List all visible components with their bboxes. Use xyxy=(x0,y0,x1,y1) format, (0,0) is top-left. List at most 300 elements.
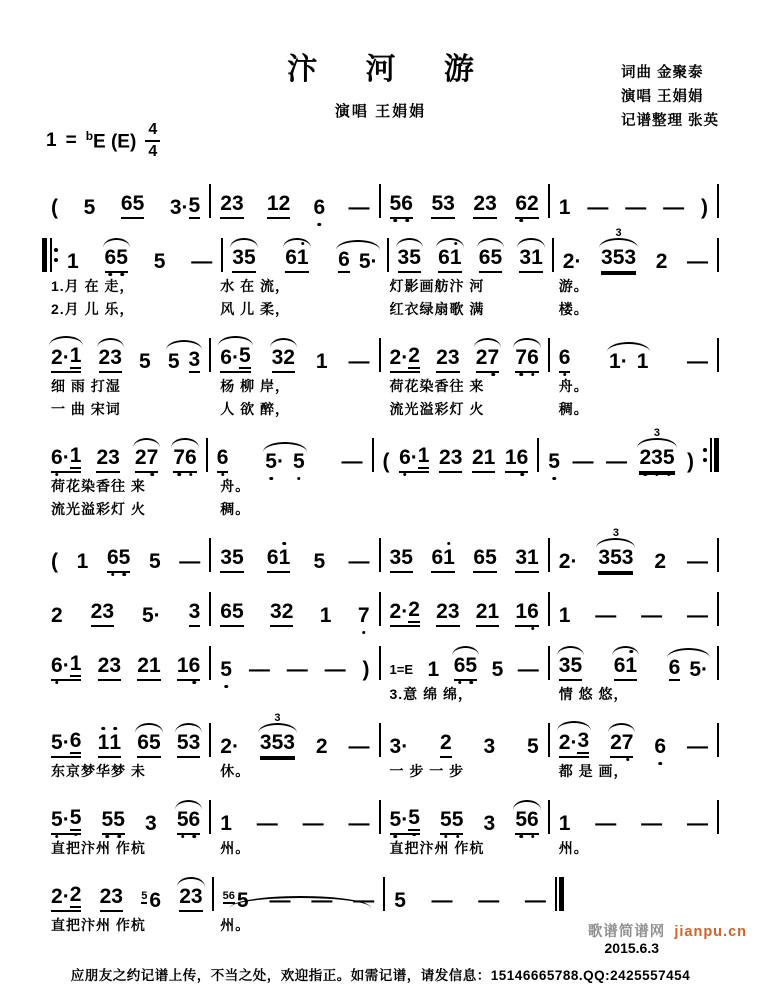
note-group: 6 xyxy=(313,195,326,219)
measure xyxy=(381,807,548,835)
note-group: 3 xyxy=(483,811,496,835)
note-group: 2 1 xyxy=(476,601,499,627)
note-group: — xyxy=(191,249,213,273)
lyric-cell: 直把汴州 作杭 xyxy=(51,917,146,933)
measure xyxy=(211,345,378,373)
note-group: 5 xyxy=(527,734,539,758)
note-group: 3 5 xyxy=(390,547,413,573)
note-group: 5 · 6 xyxy=(51,730,81,758)
measure xyxy=(42,884,212,912)
measure xyxy=(211,659,378,681)
measure xyxy=(381,599,548,627)
note-group: — xyxy=(348,549,370,573)
lyrics-row xyxy=(42,499,719,519)
note-group: 3 5 xyxy=(559,655,582,681)
note-group: 6 5 xyxy=(137,732,160,758)
watermark-site: 歌谱简谱网 xyxy=(587,924,666,940)
barline-single xyxy=(717,646,719,680)
note-group: 6 · 5 xyxy=(220,345,250,373)
measure xyxy=(223,247,386,273)
barline-final xyxy=(555,877,565,911)
note-group: 2 xyxy=(655,249,668,273)
measure xyxy=(42,730,209,758)
score-line-block xyxy=(42,226,719,319)
measure xyxy=(550,730,717,758)
note-group: — xyxy=(311,888,333,912)
note-group: — xyxy=(431,888,453,912)
barline-single xyxy=(717,538,719,572)
lyric-cell: 州。 xyxy=(220,840,251,856)
measure xyxy=(211,193,378,219)
note-group: 1 1 xyxy=(98,732,121,758)
lyric-cell: 东京梦华梦 未 xyxy=(51,763,146,779)
note-group: 6 5 xyxy=(121,193,144,219)
note-group: 2 · 2 xyxy=(390,599,420,627)
note-group: 6 1 xyxy=(431,547,454,573)
score-line-block xyxy=(42,172,719,219)
measure xyxy=(42,807,209,835)
note-group: 1 xyxy=(427,657,440,681)
note-group: 3 xyxy=(189,601,201,627)
note-group: — xyxy=(587,195,609,219)
measure xyxy=(550,813,717,835)
note-group: 5 6 xyxy=(141,888,161,912)
note-group: 2 · xyxy=(220,734,239,758)
lyric-cell: 一 步 一 步 xyxy=(389,763,465,779)
note-group: 5 5 xyxy=(102,809,125,835)
triplet-mark: 3 xyxy=(612,526,619,539)
note-group: — xyxy=(686,811,708,835)
lyric-cell: 风 儿 柔， xyxy=(220,301,291,317)
lyric-cell: 舟。 xyxy=(220,478,251,494)
note-group: 3 3 5 3 xyxy=(598,547,633,573)
lyric-cell xyxy=(550,499,719,519)
score-line xyxy=(42,580,719,627)
note-group: 2 · 3 xyxy=(559,730,589,758)
lyric-cell xyxy=(42,684,211,704)
note-group: 1 xyxy=(67,249,79,273)
lyric-cell: 人 欲 醉， xyxy=(220,401,291,417)
note-group: — xyxy=(687,349,708,373)
score-text: ( xyxy=(382,449,390,473)
note-group: 5 3 xyxy=(177,732,200,758)
note-group: 1 xyxy=(319,603,332,627)
measure xyxy=(550,526,717,573)
score-line xyxy=(42,426,719,473)
lyric-cell: 游。 xyxy=(558,278,589,294)
score-text: ) xyxy=(362,657,370,681)
note-group: — xyxy=(286,657,308,681)
key-num: 1 xyxy=(46,130,57,151)
credit-transcriber: 记谱整理 张英 xyxy=(620,112,719,129)
note-group: 3 xyxy=(145,811,157,835)
lyric-cell: 杨 柳 岸， xyxy=(220,378,291,394)
note-group: 5 xyxy=(139,349,151,373)
measure xyxy=(550,347,717,373)
lyrics-row xyxy=(42,299,719,319)
note-group: 3 2 xyxy=(270,601,293,627)
score-line-block xyxy=(42,711,719,781)
note-group: 2 3 xyxy=(473,193,496,219)
note-group: 3 5 xyxy=(232,247,255,273)
note-group: 5 xyxy=(548,449,560,473)
score-line-block xyxy=(42,788,719,858)
note-group: 6 5 xyxy=(473,547,496,573)
note-group: — xyxy=(641,603,663,627)
note-group: 2 3 xyxy=(179,886,202,912)
triplet-mark: 3 xyxy=(653,426,661,439)
lyric-cell: 2.月 儿 乐， xyxy=(51,301,135,317)
lyric-cell xyxy=(381,476,550,496)
score-line xyxy=(42,526,719,573)
note-group: 1 2 xyxy=(267,193,290,219)
note-group: 2 1 xyxy=(137,655,160,681)
note-group: — xyxy=(524,888,546,912)
note-group: 5 xyxy=(83,195,96,219)
lyric-cell: 灯影画舫汴 河 xyxy=(389,278,485,294)
note-group: — xyxy=(348,195,370,219)
note-group: 7 6 xyxy=(515,347,538,373)
score-line-block xyxy=(42,426,719,519)
grace-notes: 5 xyxy=(141,890,148,902)
date: 2015.6.3 xyxy=(604,940,659,956)
note-group: 3 1 xyxy=(515,547,538,573)
measure xyxy=(381,345,548,373)
note-group: 6 5 xyxy=(220,601,243,627)
note-group: — xyxy=(248,657,270,681)
note-group: — xyxy=(517,657,539,681)
note-group: — xyxy=(348,811,370,835)
note-group: 3 · xyxy=(389,734,409,758)
note-group: — xyxy=(353,888,375,912)
note-group: 5 · 5 xyxy=(390,807,420,835)
note-group: 5 · 5 xyxy=(265,449,305,473)
lyric-cell: 流光溢彩灯 火 xyxy=(51,501,146,517)
lyrics-row xyxy=(42,838,719,858)
note-group: 6 · 1 xyxy=(51,653,81,681)
measure xyxy=(389,247,552,273)
lyric-cell: 稠。 xyxy=(220,501,251,517)
note-group: 6 5 xyxy=(105,247,128,273)
lyric-cell: 情 悠 悠， xyxy=(558,686,629,702)
lyric-cell: 3.意 绵 绵， xyxy=(389,686,473,702)
barline-single xyxy=(717,238,719,272)
measure xyxy=(374,445,538,473)
triplet-mark: 3 xyxy=(274,711,281,724)
grace-notes: 56 xyxy=(222,890,235,902)
flat-sign: b xyxy=(85,128,94,143)
barline-single xyxy=(717,592,719,626)
note-group: 2 3 xyxy=(99,347,122,373)
credit-composer: 词曲 金聚泰 xyxy=(620,65,704,81)
lyric-cell: 州。 xyxy=(558,840,589,856)
note-group: 7 xyxy=(357,603,370,627)
score-line xyxy=(42,711,719,758)
note-group: 6 5 xyxy=(107,547,130,573)
score-line-block xyxy=(42,634,719,704)
barline-single xyxy=(717,184,719,218)
key-change-mark: 1=E xyxy=(389,662,413,677)
note-group: — xyxy=(595,603,617,627)
note-group: — xyxy=(302,811,324,835)
lyric-cell: 流光溢彩灯 火 xyxy=(389,401,485,417)
score-line xyxy=(42,634,719,681)
note-group: 6 1 xyxy=(614,655,637,681)
note-group: 6 xyxy=(559,347,571,373)
note-group: 6 xyxy=(654,734,667,758)
note-group: — xyxy=(341,449,363,473)
lyric-cell: 州。 xyxy=(220,917,251,933)
measure xyxy=(42,601,209,627)
lyric-cell: 楼。 xyxy=(558,301,589,317)
note-group: 2 · 2 xyxy=(390,345,420,373)
note-group: 2 3 xyxy=(436,601,459,627)
lyric-cell: 细 雨 打湿 xyxy=(51,378,121,394)
measure xyxy=(42,345,209,373)
measure xyxy=(381,547,548,573)
note-group: — xyxy=(663,195,685,219)
measure xyxy=(42,193,209,219)
note-group: 2 7 xyxy=(610,732,633,758)
score-line xyxy=(42,172,719,219)
measure xyxy=(208,447,372,473)
note-group: 2 xyxy=(654,549,667,573)
note-group: — xyxy=(572,449,594,473)
note-group: 2 3 xyxy=(98,655,121,681)
score-text: ( xyxy=(51,549,58,573)
note-group: 1 xyxy=(315,349,328,373)
note-group: 3 xyxy=(483,734,496,758)
note-group: 5 xyxy=(148,549,161,573)
triplet-mark: 3 xyxy=(615,226,622,239)
note-group: 5 · xyxy=(141,603,161,627)
measure xyxy=(539,426,703,473)
lyric-cell: 一 曲 宋词 xyxy=(51,401,121,417)
score-line-block xyxy=(42,526,719,573)
barline-single xyxy=(717,338,719,372)
note-group: 2 · xyxy=(562,249,582,273)
note-group: 2 3 xyxy=(220,193,243,219)
lyrics-row xyxy=(42,276,719,296)
note-group: 2 · 1 xyxy=(51,345,81,373)
measure xyxy=(211,547,378,573)
measure xyxy=(381,655,548,681)
barline-single xyxy=(717,723,719,757)
song-subtitle: 演唱 王娟娟 xyxy=(334,103,427,120)
lyric-cell: 荷花染香往 来 xyxy=(389,378,485,394)
lyric-cell: 荷花染香往 来 xyxy=(51,478,146,494)
lyric-cell: 1.月 在 走， xyxy=(51,278,135,294)
note-group: 1 6 xyxy=(177,655,200,681)
note-group: 2 3 xyxy=(91,601,114,627)
note-group: 2 xyxy=(51,603,63,627)
note-group: 2 3 xyxy=(96,447,119,473)
note-group: 3 · 5 xyxy=(169,193,201,219)
score-text: ) xyxy=(687,449,694,473)
note-group: 56 5 xyxy=(222,888,249,912)
footer-note: 应朋友之约记谱上传，不当之处，欢迎指正。如需记谱，请发信息：15146665788.QQ:2425557454 xyxy=(70,968,691,983)
score-line-block xyxy=(42,580,719,627)
note-group: 2 · xyxy=(558,549,578,573)
key-equals: = xyxy=(65,130,77,151)
note-group: 1 xyxy=(558,603,571,627)
lyric-cell: 休。 xyxy=(220,763,251,779)
score-line xyxy=(42,326,719,373)
lyric-cell: 舟。 xyxy=(558,378,589,394)
lyric-cell xyxy=(381,915,550,935)
note-group: 2 3 xyxy=(439,447,462,473)
watermark-domain-link[interactable]: jianpu.cn xyxy=(674,924,747,940)
song-title: 汴 河 游 xyxy=(287,53,494,86)
lyrics-row xyxy=(42,399,719,419)
lyric-cell: 稠。 xyxy=(558,401,589,417)
time-signature xyxy=(145,122,160,160)
note-group: 5 xyxy=(491,657,504,681)
measure xyxy=(42,445,206,473)
measure xyxy=(211,813,378,835)
lyric-cell: 都 是 画， xyxy=(558,763,629,779)
barline-single xyxy=(717,800,719,834)
note-group: 6 5 · xyxy=(668,655,708,681)
note-group: — xyxy=(625,195,647,219)
note-group: 6 1 xyxy=(285,247,308,273)
note-group: — xyxy=(348,349,370,373)
note-group: 7 6 xyxy=(173,447,196,473)
note-group: 2 xyxy=(315,734,328,758)
note-group: 6 2 xyxy=(515,193,538,219)
note-group: 5 6 xyxy=(177,809,200,835)
measure xyxy=(385,890,555,912)
note-group: 6 5 xyxy=(479,247,502,273)
note-group: 5 xyxy=(153,249,166,273)
credit-singer: 演唱 王娟娟 xyxy=(620,88,704,105)
measure xyxy=(550,197,717,219)
score-text: ( xyxy=(51,195,58,219)
meter-numerator: 4 xyxy=(145,122,160,142)
note-group: 2 · 2 xyxy=(51,884,81,912)
note-group: 5 3 xyxy=(431,193,454,219)
score-line xyxy=(42,788,719,835)
note-group: 3 3 5 3 xyxy=(260,732,295,758)
note-group: 5 5 xyxy=(440,809,463,835)
note-group: 5 xyxy=(313,549,326,573)
note-group: 3 1 xyxy=(519,247,542,273)
note-group: 6 5 · xyxy=(338,247,378,273)
note-group: — xyxy=(595,811,617,835)
note-group: 3 5 xyxy=(220,547,243,573)
measure xyxy=(550,605,717,627)
barline-close xyxy=(703,438,719,472)
lyric-cell: 水 在 流， xyxy=(220,278,291,294)
lyrics-row xyxy=(42,761,719,781)
lyrics-row xyxy=(42,376,719,396)
lyric-cell: 直把汴州 作杭 xyxy=(389,840,485,856)
credits-block xyxy=(621,62,719,134)
note-group: 6 · 1 xyxy=(51,445,81,473)
measure xyxy=(381,732,548,758)
note-group: 2 1 xyxy=(472,447,495,473)
score-line xyxy=(42,865,719,912)
lyrics-row xyxy=(42,476,719,496)
measure xyxy=(58,247,221,273)
note-group: 5 · 5 xyxy=(51,807,81,835)
note-group: — xyxy=(478,888,500,912)
note-group: 6 xyxy=(217,447,229,473)
note-group: 1 6 xyxy=(505,447,528,473)
measure xyxy=(211,711,378,758)
note-group: 2 7 xyxy=(476,347,499,373)
score-line xyxy=(42,226,719,273)
note-group: — xyxy=(269,888,291,912)
note-group: 2 xyxy=(440,732,452,758)
note-group: 3 5 xyxy=(398,247,421,273)
key-tonic: $^b$E (E) xyxy=(85,128,137,153)
note-group: 1 · 1 xyxy=(609,349,649,373)
measure xyxy=(550,655,717,681)
score-text: ) xyxy=(701,195,708,219)
note-group: — xyxy=(605,449,627,473)
note-group: — xyxy=(686,603,708,627)
note-group: 1 xyxy=(220,811,232,835)
note-group: 2 7 xyxy=(135,447,158,473)
lyric-cell xyxy=(381,499,550,519)
lyrics-row xyxy=(42,684,719,704)
note-group: 2 3 xyxy=(436,347,459,373)
note-group: 5 xyxy=(220,657,232,681)
measure xyxy=(214,890,384,912)
note-group: 1 6 xyxy=(515,601,538,627)
score xyxy=(42,172,719,935)
key-signature xyxy=(46,122,160,160)
lyric-cell: 直把汴州 作杭 xyxy=(51,840,146,856)
watermark xyxy=(588,920,747,941)
measure xyxy=(42,547,209,573)
score-line-block xyxy=(42,326,719,419)
lyric-cell: 红衣绿扇歌 满 xyxy=(389,301,485,317)
note-group: 1 xyxy=(558,811,571,835)
note-group: 6 · 1 xyxy=(399,445,429,473)
note-group: — xyxy=(348,734,370,758)
lyric-cell xyxy=(550,476,719,496)
note-group: — xyxy=(256,811,278,835)
note-group: 1 xyxy=(558,195,571,219)
note-group: 6 1 xyxy=(438,247,461,273)
measure xyxy=(381,193,548,219)
note-group: 5 6 xyxy=(390,193,413,219)
note-group: 6 5 xyxy=(454,655,477,681)
lyric-cell xyxy=(211,684,380,704)
note-group: 5 3 xyxy=(167,347,201,373)
note-group: — xyxy=(687,734,708,758)
note-group: 3 2 xyxy=(272,347,295,373)
measure xyxy=(211,601,378,627)
measure xyxy=(42,653,209,681)
note-group: 6 1 xyxy=(267,547,290,573)
note-group: — xyxy=(179,549,201,573)
note-group: 5 xyxy=(394,888,406,912)
note-group: — xyxy=(686,249,708,273)
note-group: 3 3 5 3 xyxy=(601,247,636,273)
barline-open xyxy=(42,238,58,272)
note-group: 1 xyxy=(76,549,89,573)
note-group: — xyxy=(324,657,346,681)
note-group: 5 6 xyxy=(515,809,538,835)
note-group: 2 3 xyxy=(100,886,123,912)
measure xyxy=(554,226,717,273)
note-group: — xyxy=(687,549,708,573)
note-group: — xyxy=(641,811,663,835)
header xyxy=(42,18,719,160)
